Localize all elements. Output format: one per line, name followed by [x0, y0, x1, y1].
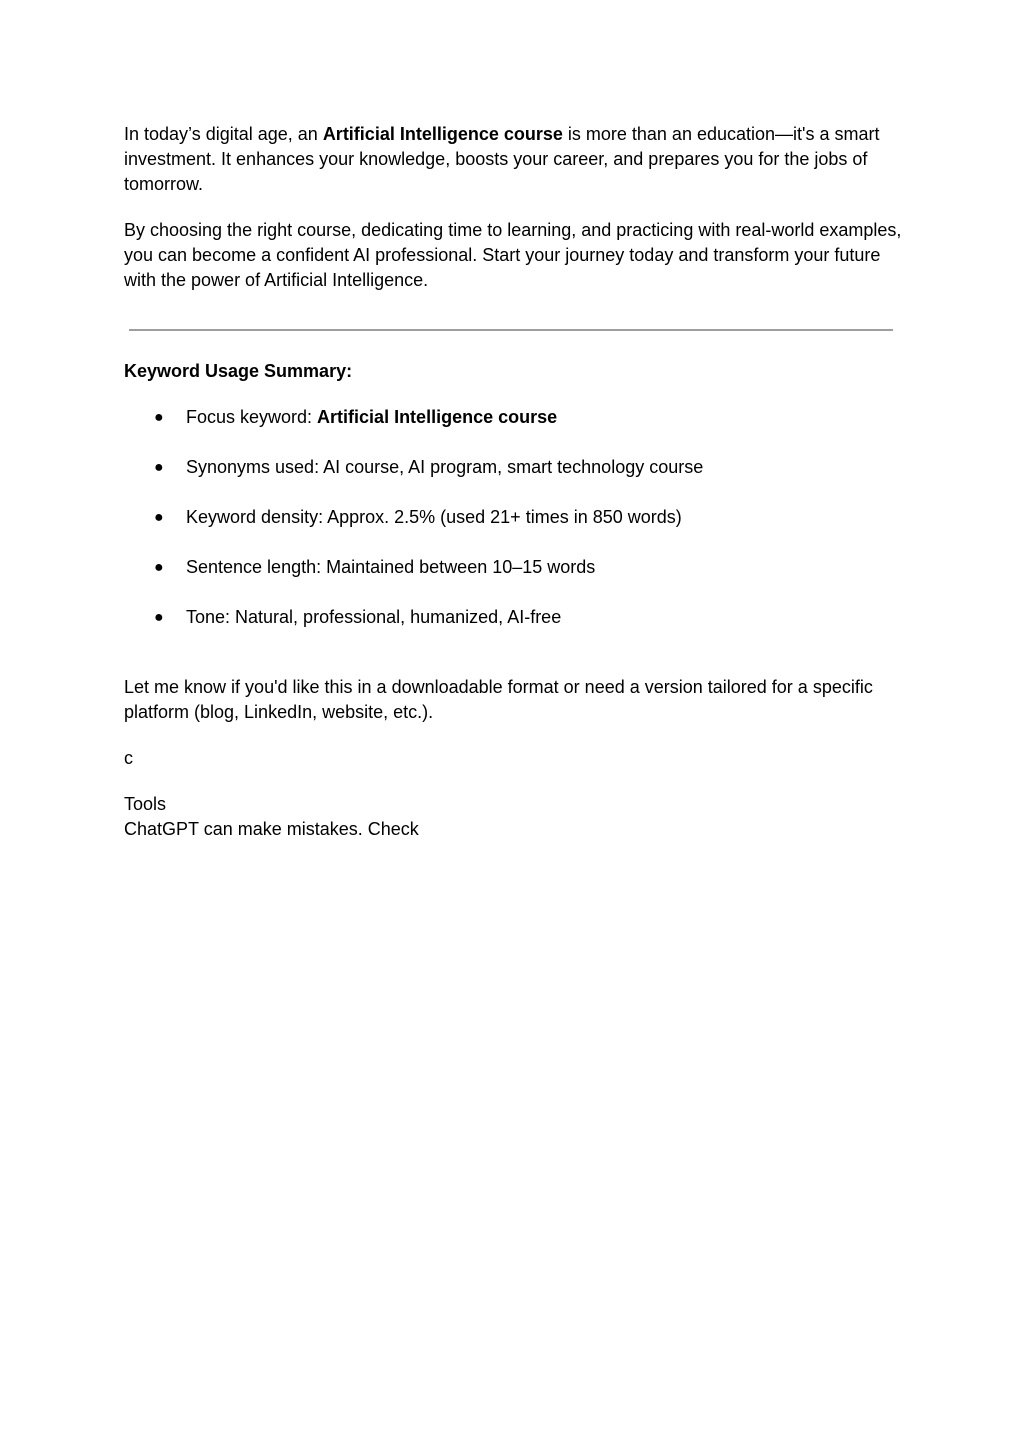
- bullet-icon: ●: [154, 459, 164, 476]
- list-item-label: Keyword density: Approx. 2.5% (used 21+ times in 850 words): [186, 507, 682, 527]
- list-item-label: Synonyms used: AI course, AI program, smart technology course: [186, 457, 704, 477]
- list-item: [124, 405, 904, 430]
- bullet-icon: ●: [154, 559, 164, 576]
- tools-label: Tools: [124, 794, 167, 814]
- list-item-bold: Artificial Intelligence course: [317, 407, 558, 427]
- keyword-summary: [124, 359, 904, 655]
- list-item: [124, 455, 904, 480]
- list-item: [124, 555, 904, 580]
- list-item: [124, 605, 904, 630]
- intro-p1-before: In today’s digital age, an: [124, 124, 323, 144]
- intro-paragraph-1: [124, 122, 904, 197]
- bullet-icon: ●: [154, 409, 164, 426]
- intro-p1-after: is more than an education—it's a smart investment. It enhances your knowledge, boosts your career, and prepares you for the jobs of tomorrow.: [124, 124, 880, 194]
- closing-note: Let me know if you'd like this in a downloadable format or need a version tailored for a specific platform (blog, LinkedIn, website, etc.).: [124, 677, 873, 722]
- intro-p1-keyword: Artificial Intelligence course: [322, 124, 563, 144]
- intro-paragraph-2: By choosing the right course, dedicating time to learning, and practicing with real-world examples, you can become a confident AI professional. Start your journey today and transform your future with the power of Artificial Intelligence.: [124, 220, 902, 290]
- bullet-icon: ●: [154, 509, 164, 526]
- disclaimer-text: ChatGPT can make mistakes. Check: [124, 819, 419, 839]
- horizontal-divider: [129, 329, 893, 331]
- summary-heading: Keyword Usage Summary:: [124, 361, 353, 381]
- keyword-list: [124, 405, 904, 630]
- list-item-label: Focus keyword:: [186, 407, 318, 427]
- intro-section: [124, 122, 904, 293]
- bullet-icon: ●: [154, 609, 164, 626]
- list-item: [124, 505, 904, 530]
- list-item-label: Sentence length: Maintained between 10–15 words: [186, 557, 596, 577]
- stray-letter: c: [124, 748, 133, 768]
- closing-section: [124, 675, 904, 842]
- list-item-label: Tone: Natural, professional, humanized, AI-free: [186, 607, 562, 627]
